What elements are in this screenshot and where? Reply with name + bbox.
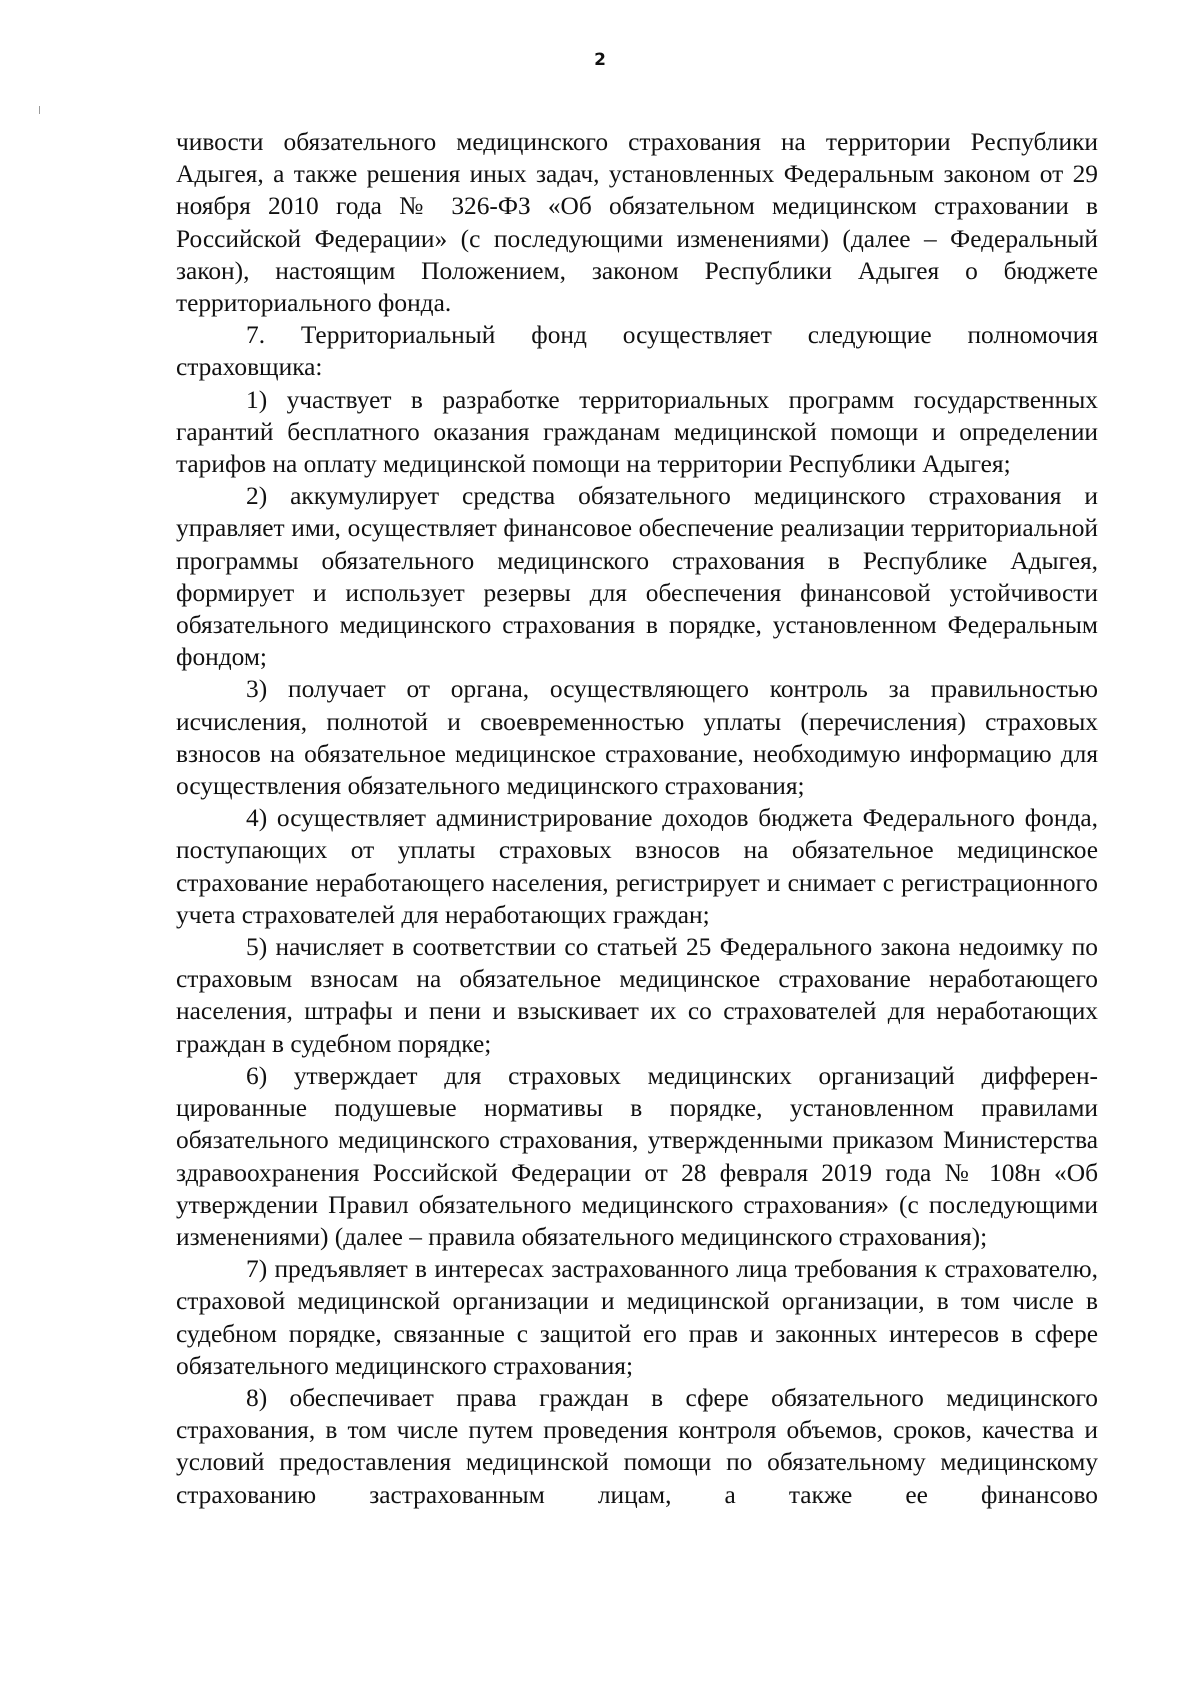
- paragraph-clause-7: 7. Территориальный фонд осуществляет следующие полномочия страховщика:: [176, 321, 1098, 382]
- list-item-7: 7) предъявляет в интересах застрахованного лица требования к страхователю, страховой медицинской организации и медицинской организации, в том числе в судебном порядке, связанные с защитой его прав и законных интересов в сфере обязательного медицинского страхования;: [176, 1255, 1098, 1380]
- document-body: [176, 126, 1098, 1511]
- margin-mark: [39, 106, 40, 114]
- page-number: 2: [594, 50, 606, 70]
- list-item-4: 4) осуществляет администрирование доходов бюджета Федерального фонда, поступающих от уплаты страховых взносов на обязательное медицинское страхование неработающего населения, регистрирует и снимает с регистрационного учета страхователей для неработающих граждан;: [176, 804, 1098, 929]
- list-item-1: 1) участвует в разработке территориальных программ государственных гарантий бесплатного оказания гражданам медицинской помощи и определении тарифов на оплату медицинской помощи на территории Республики Адыгея;: [176, 385, 1098, 479]
- list-item-2: 2) аккумулирует средства обязательного медицинского страхования и управляет ими, осуществляет финансовое обеспечение реализации территориальной программы обязательного медицинского страхования в Республике Адыгея, формирует и использует резервы для обеспечения финансовой устойчивости обязательного медицинского страхования в порядке, установленном Федеральным фондом;: [176, 482, 1098, 672]
- list-item-5: 5) начисляет в соответствии со статьей 25 Федерального закона недоимку по страховым взносам на обязательное медицинское страхование неработающего населения, штрафы и пени и взыскивает их со страхователей для неработающих граждан в судебном порядке;: [176, 933, 1098, 1058]
- list-item-3: 3) получает от органа, осуществляющего контроль за правильностью исчисления, полнотой и своевременностью уплаты (перечисления) страховых взносов на обязательное медицинское страхование, необходимую информацию для осуществления обязательного медицинского страхования;: [176, 675, 1098, 801]
- list-item-6: 6) утверждает для страховых медицинских организаций дифференцированные подушевые нормативы в порядке, установленном правилами обязательного медицинского страхования, утвержденными приказом Министерства здравоохранения Российской Федерации от 28 февраля 2019 года № 108н «Об утверждении Правил обязательного медицинского страхования» (с последующими изменениями) (далее – правила обязательного медицинского страхования);: [176, 1061, 1098, 1251]
- paragraph-continuation: чивости обязательного медицинского страхования на территории Республики Адыгея, а также решения иных задач, установленных Федеральным законом от 29 ноября 2010 года № 326-ФЗ «Об обязательном медицинском страховании в Российской Федерации» (с последующими изменениями) (далее – Федеральный закон), настоящим Положением, законом Республики Адыгея о бюджете территориального фонда.: [176, 128, 1098, 318]
- list-item-8: 8) обеспечивает права граждан в сфере обязательного медицинского страхования, в том числе путем проведения контроля объемов, сроков, качества и условий предоставления медицинской помощи по обязательному медицинскому страхованию застрахованным лицам, а также ее финансово: [176, 1383, 1098, 1509]
